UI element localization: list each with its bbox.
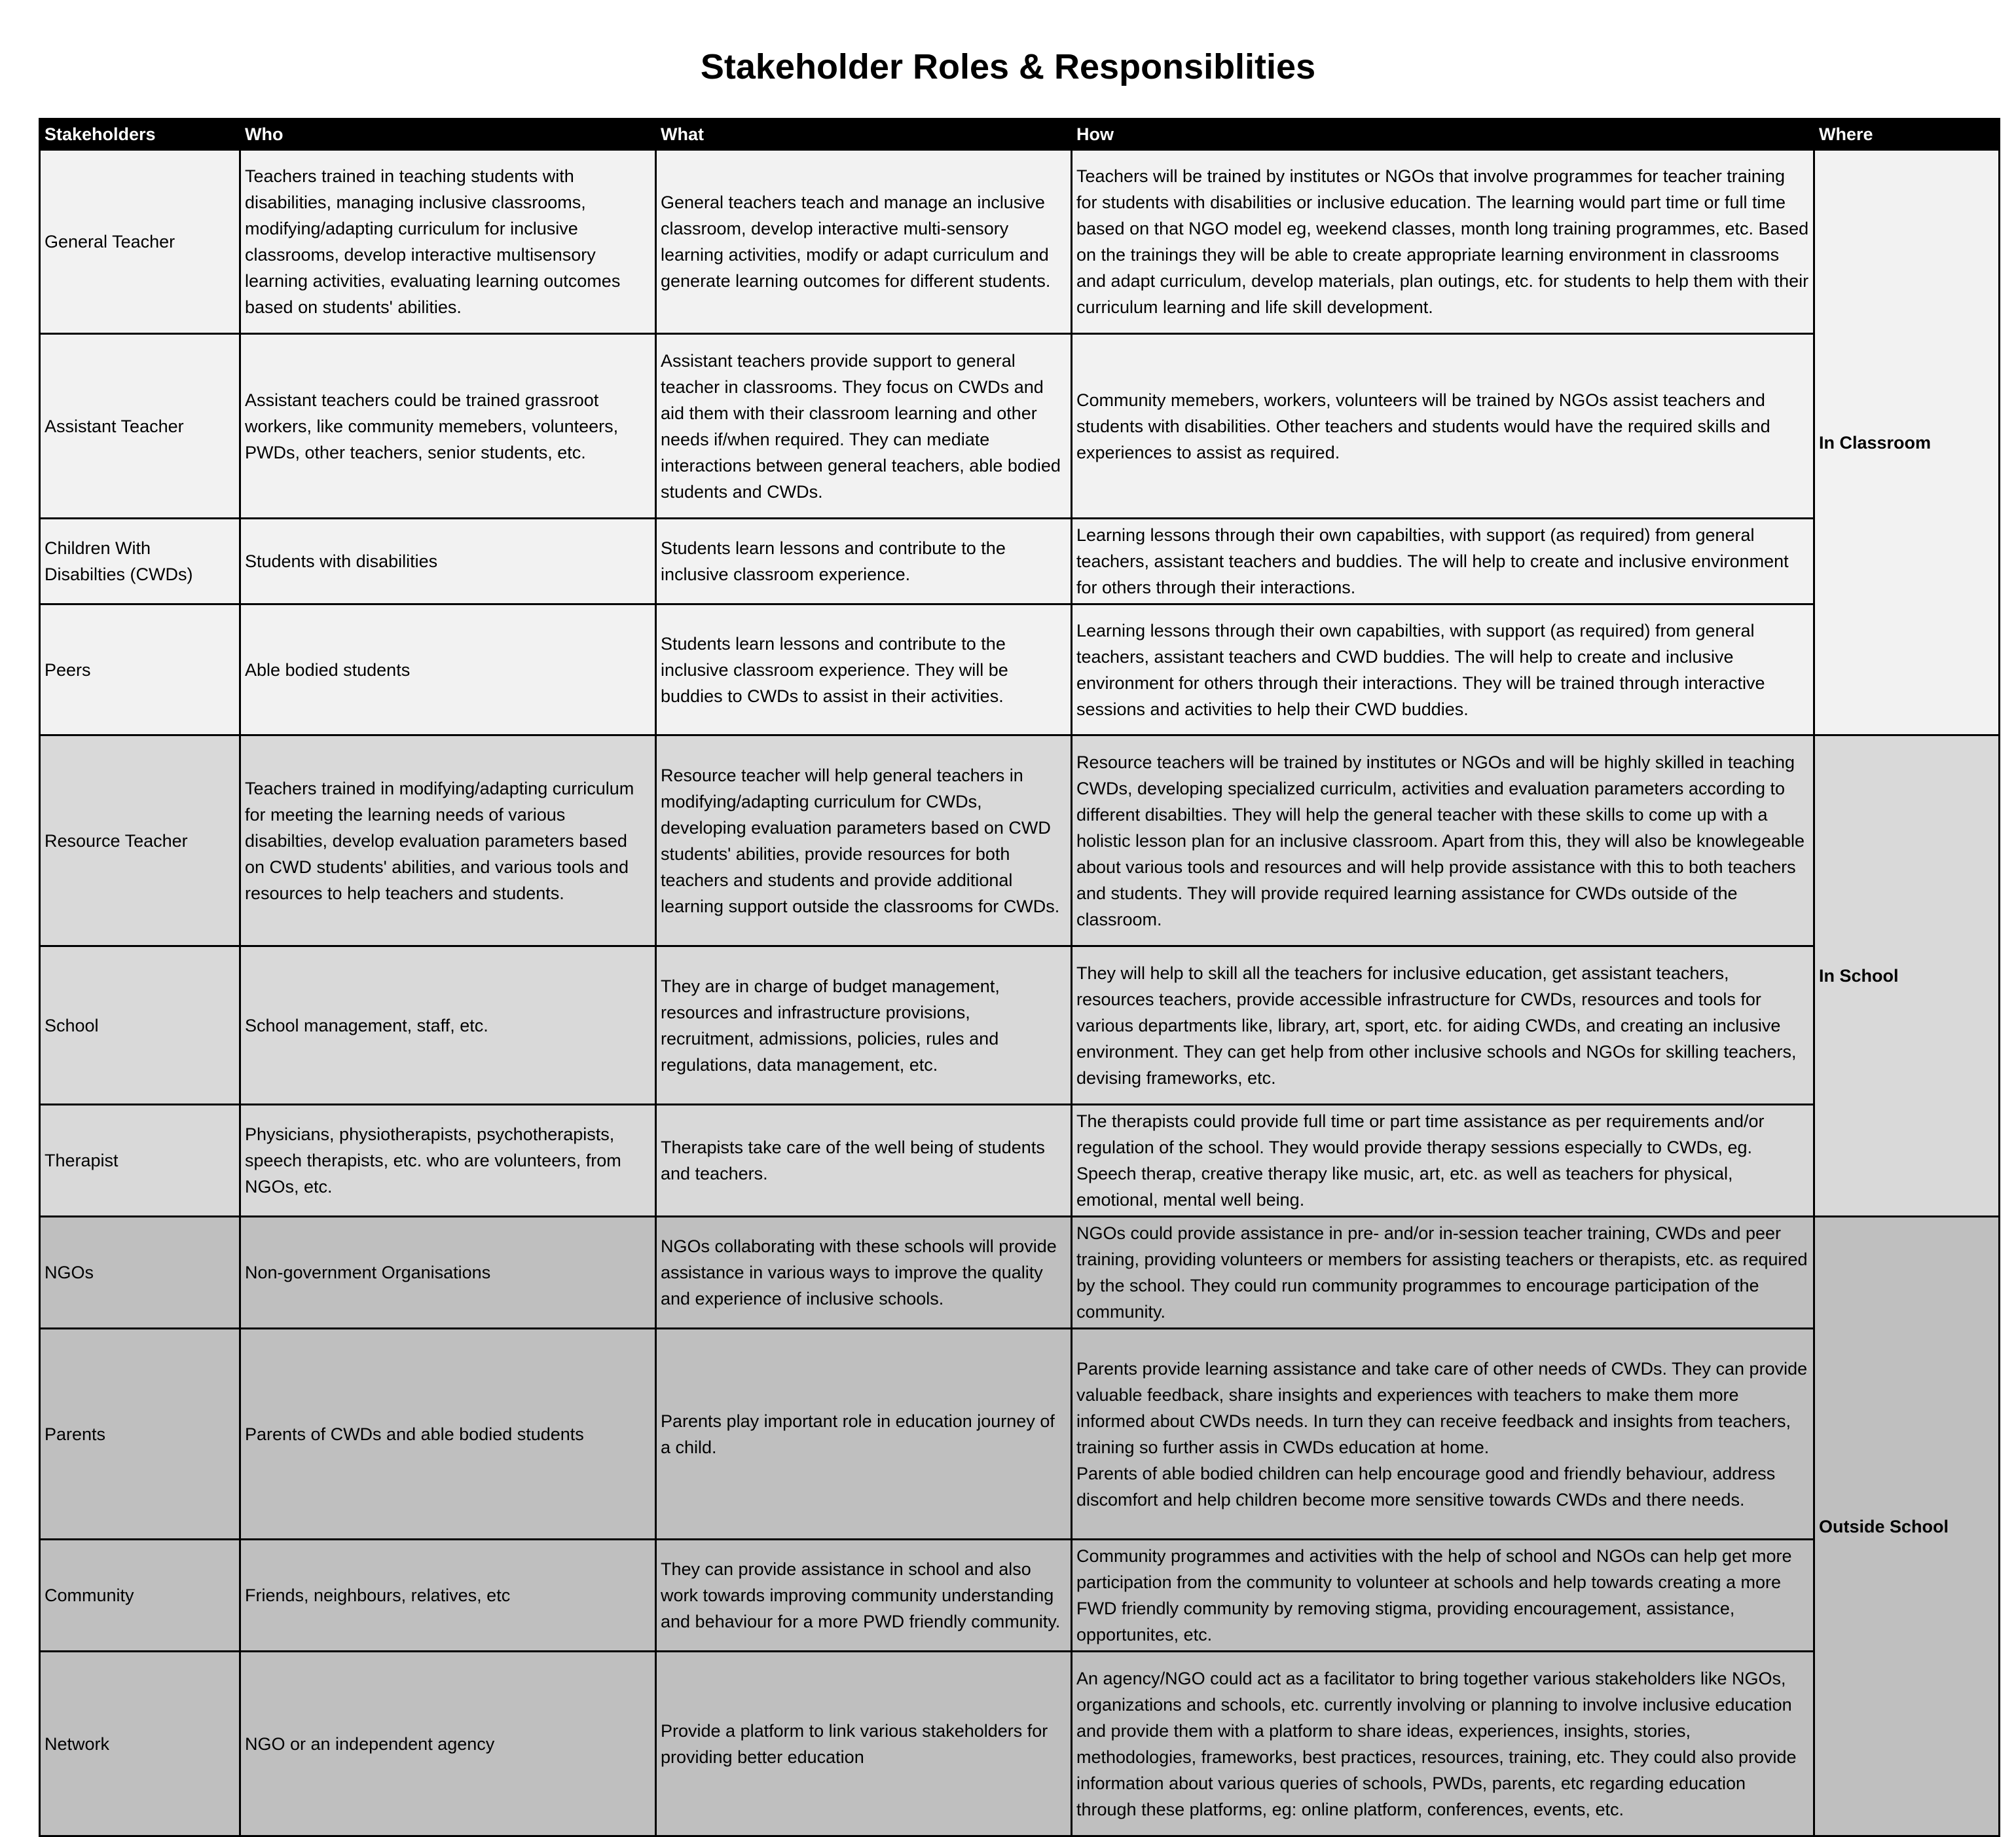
stakeholder-cell: Parents — [40, 1329, 240, 1540]
how-cell: NGOs could provide assistance in pre- and/or in-session teacher training, CWDs and peer training, providing volunteers or members for assisting teachers or therapists, etc. as required by the school. They could run community programmes to encourage participation of the community. — [1072, 1217, 1814, 1329]
how-cell: Community programmes and activities with the help of school and NGOs can help get more participation from the community to volunteer at schools and help towards creating a more FWD friendly community by removing stigma, providing encouragement, assistance, opportunites, etc. — [1072, 1540, 1814, 1652]
how-cell: Learning lessons through their own capabilties, with support (as required) from general teachers, assistant teachers and buddies. The will help to create and inclusive environment for others through their interactions. — [1072, 519, 1814, 604]
what-cell: Therapists take care of the well being of students and teachers. — [656, 1105, 1072, 1217]
where-cell-outside-school: Outside School — [1814, 1217, 2000, 1836]
who-cell: Teachers trained in modifying/adapting curriculum for meeting the learning needs of various disabilties, develop evaluation parameters based on CWD students' abilities, and various tools and resources to help teachers and students. — [240, 735, 656, 946]
who-cell: Students with disabilities — [240, 519, 656, 604]
page-title: Stakeholder Roles & Responsiblities — [700, 47, 1316, 86]
how-cell: They will help to skill all the teachers for inclusive education, get assistant teachers, resources teachers, provide accessible infrastructure for CWDs, resources and tools for various departments like, library, art, sport, etc. for aiding CWDs, and creating an inclusive environment. They can get help from other inclusive schools and NGOs for skilling teachers, devising frameworks, etc. — [1072, 946, 1814, 1105]
table-row — [40, 735, 2000, 946]
how-cell: The therapists could provide full time or part time assistance as per requirements and/or regulation of the school. They would provide therapy sessions especially to CWDs, eg. Speech therap, creative therapy like music, art, etc. as well as teachers for physical, emotional, mental well being. — [1072, 1105, 1814, 1217]
column-header-what: What — [656, 119, 1072, 150]
stakeholder-cell: Children With Disabilties (CWDs) — [40, 519, 240, 604]
how-cell: An agency/NGO could act as a facilitator to bring together various stakeholders like NGOs, organizations and schools, etc. currently involving or planning to involve inclusive education and provide them with a platform to share ideas, experiences, insights, stories, methodologies, frameworks, best practices, resources, training, etc. They could also provide information about various queries of schools, PWDs, parents, etc regarding education through these platforms, eg: online platform, conferences, events, etc. — [1072, 1652, 1814, 1836]
who-cell: Parents of CWDs and able bodied students — [240, 1329, 656, 1540]
table-row — [40, 1329, 2000, 1540]
stakeholder-cell: Community — [40, 1540, 240, 1652]
how-cell: Resource teachers will be trained by institutes or NGOs and will be highly skilled in teaching CWDs, developing specialized curriculm, activities and evaluation parameters according to different disabilties. They will help the general teacher with these skills to come up with a holistic lesson plan for an inclusive classroom. Apart from this, they will also be knowlegeable about various tools and resources and will help provide assistance with this to both teachers and students. They will provide required learning assistance for CWDs outside of the classroom. — [1072, 735, 1814, 946]
table-header-row — [40, 119, 2000, 150]
table-row — [40, 1540, 2000, 1652]
column-header-stakeholders: Stakeholders — [40, 119, 240, 150]
column-header-how: How — [1072, 119, 1814, 150]
stakeholder-cell: NGOs — [40, 1217, 240, 1329]
what-cell: Parents play important role in education journey of a child. — [656, 1329, 1072, 1540]
stakeholder-cell: Network — [40, 1652, 240, 1836]
who-cell: Teachers trained in teaching students with disabilities, managing inclusive classrooms, modifying/adapting curriculum for inclusive classrooms, develop interactive multisensory learning activities, evaluating learning outcomes based on students' abilities. — [240, 150, 656, 334]
column-header-where: Where — [1814, 119, 2000, 150]
what-cell: Students learn lessons and contribute to the inclusive classroom experience. — [656, 519, 1072, 604]
how-paragraph: Parents of able bodied children can help encourage good and friendly behaviour, address discomfort and help children become more sensitive towards CWDs and there needs. — [1076, 1463, 1776, 1510]
who-cell: Able bodied students — [240, 604, 656, 735]
who-cell: School management, staff, etc. — [240, 946, 656, 1105]
what-cell: NGOs collaborating with these schools will provide assistance in various ways to improve the quality and experience of inclusive schools. — [656, 1217, 1072, 1329]
stakeholder-cell: Peers — [40, 604, 240, 735]
what-cell: General teachers teach and manage an inclusive classroom, develop interactive multi-sensory learning activities, modify or adapt curriculum and generate learning outcomes for different students. — [656, 150, 1072, 334]
where-cell-in-school: In School — [1814, 735, 2000, 1217]
who-cell: Friends, neighbours, relatives, etc — [240, 1540, 656, 1652]
table-row — [40, 1105, 2000, 1217]
stakeholder-cell: School — [40, 946, 240, 1105]
who-cell: Physicians, physiotherapists, psychotherapists, speech therapists, etc. who are volunteers, from NGOs, etc. — [240, 1105, 656, 1217]
stakeholder-cell: General Teacher — [40, 150, 240, 334]
where-cell-in-classroom: In Classroom — [1814, 150, 2000, 735]
how-cell — [1072, 1329, 1814, 1540]
stakeholder-cell: Resource Teacher — [40, 735, 240, 946]
table-row — [40, 1217, 2000, 1329]
table-row — [40, 946, 2000, 1105]
table-row — [40, 334, 2000, 519]
how-cell: Learning lessons through their own capabilties, with support (as required) from general teachers, assistant teachers and CWD buddies. The will help to create and inclusive environment for others through their interactions. They will be trained through interactive sessions and activities to help their CWD buddies. — [1072, 604, 1814, 735]
what-cell: They can provide assistance in school and also work towards improving community understanding and behaviour for a more PWD friendly community. — [656, 1540, 1072, 1652]
table-row — [40, 1652, 2000, 1836]
table-row — [40, 150, 2000, 334]
who-cell: Non-government Organisations — [240, 1217, 656, 1329]
stakeholder-cell: Assistant Teacher — [40, 334, 240, 519]
stakeholder-cell: Therapist — [40, 1105, 240, 1217]
table-row — [40, 604, 2000, 735]
what-cell: Assistant teachers provide support to general teacher in classrooms. They focus on CWDs and aid them with their classroom learning and other needs if/when required. They can mediate interactions between general teachers, able bodied students and CWDs. — [656, 334, 1072, 519]
how-cell: Teachers will be trained by institutes or NGOs that involve programmes for teacher training for students with disabilities or inclusive education. The learning would part time or full time based on that NGO model eg, weekend classes, month long training programmes, etc. Based on the trainings they will be able to create appropriate learning environment in classrooms and adapt curriculum, develop materials, plan outings, etc. for students to help them with their curriculum learning and life skill development. — [1072, 150, 1814, 334]
what-cell: Provide a platform to link various stakeholders for providing better education — [656, 1652, 1072, 1836]
table-row — [40, 519, 2000, 604]
what-cell: Resource teacher will help general teachers in modifying/adapting curriculum for CWDs, developing evaluation parameters based on CWD students' abilities, provide resources for both teachers and students and provide additional learning support outside the classrooms for CWDs. — [656, 735, 1072, 946]
who-cell: Assistant teachers could be trained grassroot workers, like community memebers, volunteers, PWDs, other teachers, senior students, etc. — [240, 334, 656, 519]
how-cell: Community memebers, workers, volunteers will be trained by NGOs assist teachers and students with disabilities. Other teachers and students would have the required skills and experiences to assist as required. — [1072, 334, 1814, 519]
what-cell: Students learn lessons and contribute to the inclusive classroom experience. They will be buddies to CWDs to assist in their activities. — [656, 604, 1072, 735]
column-header-who: Who — [240, 119, 656, 150]
what-cell: They are in charge of budget management, resources and infrastructure provisions, recruitment, admissions, policies, rules and regulations, data management, etc. — [656, 946, 1072, 1105]
how-paragraph: Parents provide learning assistance and take care of other needs of CWDs. They can provide valuable feedback, share insights and experiences with teachers to make them more informed about CWDs needs. In turn they can receive feedback and insights from teachers, training so further assis in CWDs education at home. — [1076, 1358, 1808, 1457]
who-cell: NGO or an independent agency — [240, 1652, 656, 1836]
stakeholder-table — [39, 118, 2000, 1837]
